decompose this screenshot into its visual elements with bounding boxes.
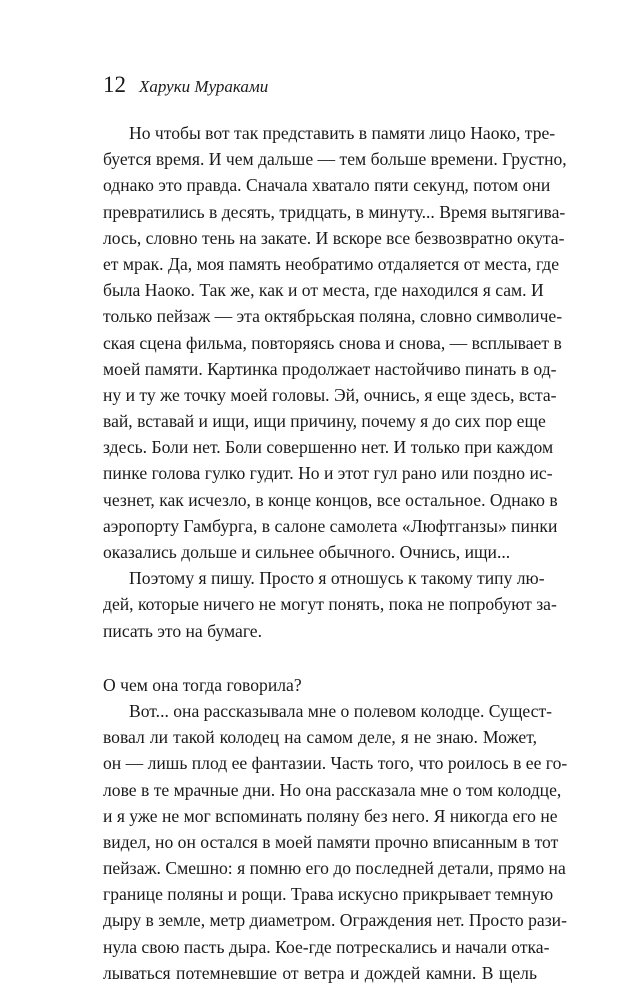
text-line: ская сцена фильма, повторяясь снова и снова, — всплывает в (103, 332, 562, 353)
text-line: ну и ту же точку моей головы. Эй, очнись, я еще здесь, вста- (103, 384, 557, 405)
text-line: чезнет, как исчезло, в конце концов, все остальное. Однако в (103, 489, 558, 510)
text-line: вай, вставай и ищи, ищи причину, почему я до сих пор еще (103, 411, 546, 432)
body-text (103, 120, 568, 986)
text-line: границе поляны и рощи. Трава искусно прикрывает темную (103, 884, 554, 905)
text-line: пинке голова гулко гудит. Но и этот гул рано или поздно ис- (103, 463, 553, 484)
text-line: писать это на бумаге. (103, 620, 263, 641)
text-line: Поэтому я пишу. Просто я отношусь к такому типу лю- (129, 568, 545, 589)
text-section (103, 120, 567, 644)
text-line: Но чтобы вот так представить в памяти лицо Наоко, тре- (129, 123, 556, 143)
text-line: дей, которые ничего не могут понять, пока не попробуют за- (103, 594, 557, 615)
section-break (103, 644, 537, 672)
text-line: лове в те мрачные дни. Но она рассказала мне о том колодце, (103, 779, 562, 800)
text-line: ет мрак. Да, моя память необратимо отдаляется от места, где (103, 253, 560, 274)
text-line: аэропорту Гамбурга, в салоне самолета «Люфтганзы» пинки (103, 515, 558, 536)
text-line: видел, но он остался в моей памяти прочно вписанным в тот (103, 831, 559, 852)
text-line: лось, словно тень на закате. И вскоре все безвозвратно окута- (103, 227, 565, 248)
paragraph (103, 672, 537, 698)
text-line: Вот... она рассказывала мне о полевом колодце. Сущест- (129, 700, 552, 721)
text-line: буется время. И чем дальше — тем больше времени. Грустно, (103, 149, 567, 170)
paragraph (103, 120, 567, 565)
text-line: О чем она тогда говорила? (103, 674, 302, 695)
text-line: нула свою пасть дыра. Кое-где потрескались и начали отка- (103, 936, 550, 957)
text-line: и я уже не мог вспоминать поляну без него. Я никогда его не (103, 805, 558, 826)
text-line: однако это правда. Сначала хватало пяти секунд, потом они (103, 175, 551, 196)
text-line: пейзаж. Смешно: я помню его до последней детали, прямо на (103, 858, 566, 879)
text-line: превратились в десять, тридцать, в минуту... Время вытягива- (103, 201, 566, 222)
text-line: лываться потемневшие от ветра и дождей камни. В щель (103, 962, 537, 983)
text-line: здесь. Боли нет. Боли совершенно нет. И только при каждом (103, 437, 554, 458)
paragraph (103, 698, 568, 986)
text-line: дыру в земле, метр диаметром. Ограждения нет. Просто рази- (103, 910, 567, 931)
text-line: вовал ли такой колодец на самом деле, я не знаю. Может, (103, 727, 537, 748)
text-line: он — лишь плод ее фантазии. Часть того, что роилось в ее го- (103, 753, 568, 774)
text-line: только пейзаж — эта октябрьская поляна, словно символиче- (103, 306, 563, 327)
text-line: оказались дольше и сильнее обычного. Очнись, ищи... (103, 542, 511, 562)
paragraph (103, 565, 557, 644)
text-line: была Наоко. Так же, как и от места, где находился я сам. И (103, 280, 544, 301)
text-section (103, 672, 568, 986)
running-head (103, 72, 268, 102)
text-line: моей памяти. Картинка продолжает настойчиво пинать в од- (103, 358, 557, 379)
page-number: 12 (103, 72, 126, 97)
author-name: Харуки Мураками (139, 77, 269, 96)
